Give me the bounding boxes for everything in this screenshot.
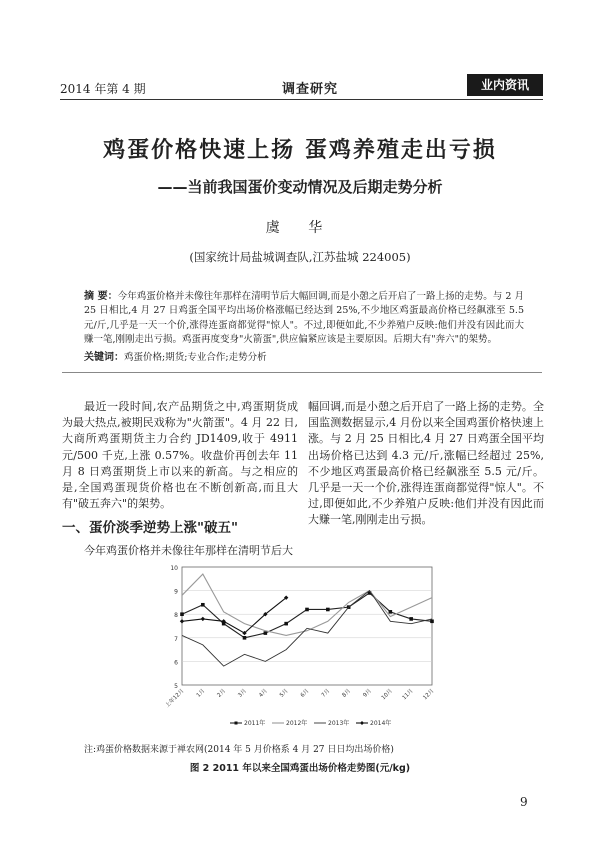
header-divider (60, 99, 543, 100)
legend-label: 2011年 (244, 720, 266, 728)
figure-note: 注:鸡蛋价格数据来源于禅农网(2014 年 5 月价格系 4 月 27 日日均出场价格) (84, 745, 394, 755)
magazine-logo: 调查研究 (282, 82, 339, 97)
figure-caption: 图 2 2011 年以来全国鸡蛋出场价格走势图(元/kg) (189, 763, 411, 774)
legend-label: 2012年 (286, 720, 308, 728)
series-line-2013年 (182, 591, 432, 667)
data-point (180, 619, 184, 623)
body-column-left: 最近一段时间,农产品期货之中,鸡蛋期货成为最大热点,被期民戏称为"火箭蛋"。4 月 22 日,大商所鸡蛋期货主力合约 JD1409,收于 4911 元/500 千克,上涨 0.57%。收盘价再创去年 11 月 8 日鸡蛋期货上市以来的新高。与之相应的是,全国鸡蛋现货价格也在不断创新高,而且大有"破五奔六"的架势。 (62, 400, 298, 511)
x-tick-label: 10月 (380, 688, 394, 702)
keywords (84, 348, 524, 363)
abstract (84, 290, 524, 348)
data-point (389, 610, 393, 614)
article-title: 鸡蛋价格快速上扬 蛋鸡养殖走出亏损 (103, 138, 497, 163)
affiliation: (国家统计局盐城调查队,江苏盐城 224005) (189, 250, 411, 264)
abstract-text: 今年鸡蛋价格并未像往年那样在清明节后大幅回调,而是小憩之后开启了一路上扬的走势。与 2 月 25 日相比,4 月 27 日鸡蛋全国平均出场价格涨幅已经达到 25%,不少地区鸡蛋最高价格已经飙涨至 5.5 元/斤,几乎是一天一个价,涨得连蛋商都觉得"惊人"。不过,即便如此,不少养殖户反映:他们并没有因此而大赚一笔,刚刚走出亏损。鸡蛋再度变身"火箭蛋",供应偏紧应该是主要原因。后期大有"奔六"的架势。 (84, 291, 525, 346)
x-tick-label: 5月 (278, 688, 290, 699)
section-tag: 业内资讯 (467, 74, 543, 96)
x-tick-label: 8月 (341, 688, 353, 699)
keywords-label: 关键词： (84, 352, 124, 363)
x-tick-label: 上年12月 (164, 688, 186, 710)
x-tick-label: 3月 (237, 688, 248, 699)
abstract-divider (62, 372, 542, 373)
x-tick-label: 1月 (195, 688, 207, 699)
data-point (305, 608, 309, 612)
article-subtitle: ——当前我国蛋价变动情况及后期走势分析 (157, 178, 443, 196)
data-point (284, 622, 288, 626)
x-tick-label: 9月 (362, 688, 373, 699)
x-tick-label: 7月 (320, 688, 332, 699)
series-line-2014年 (182, 598, 286, 633)
page-number: 9 (520, 795, 528, 809)
y-tick-label: 5 (174, 683, 178, 690)
data-point (264, 631, 268, 635)
y-tick-label: 10 (170, 565, 178, 572)
issue-label: 2014 年第 4 期 (60, 82, 146, 96)
y-tick-label: 6 (174, 659, 178, 667)
section-body: 今年鸡蛋价格并未像往年那样在清明节后大 (84, 544, 293, 557)
x-tick-label: 4月 (258, 688, 269, 699)
data-point (201, 603, 205, 607)
x-tick-label: 6月 (299, 688, 311, 699)
series-line-2012年 (182, 574, 432, 635)
data-point (409, 617, 413, 621)
data-point (243, 636, 247, 640)
x-tick-label: 11月 (401, 688, 415, 702)
y-tick-label: 8 (174, 612, 178, 620)
plot-frame (182, 567, 432, 685)
legend-marker (360, 721, 364, 725)
data-point (201, 617, 205, 621)
data-point (180, 612, 184, 616)
body-column-right: 幅回调,而是小憩之后开启了一路上扬的走势。全国监测数据显示,4 月份以来全国鸡蛋价格快速上涨。与 2 月 25 日相比,4 月 27 日鸡蛋全国平均出场价格已达到 4.3 元/斤,涨幅已经超过 25%,不少地区鸡蛋最高价格已经飙涨至 5.5 元/斤。几乎是一天一个价,涨得连蛋商都觉得"惊人"。不过,即便如此,不少养殖户反映:他们并没有因此而大赚一笔,刚刚走出亏损。 (308, 400, 544, 527)
y-tick-label: 7 (174, 635, 178, 643)
y-tick-label: 9 (174, 588, 178, 596)
data-point (430, 619, 434, 623)
legend-label: 2013年 (328, 720, 350, 728)
x-tick-label: 12月 (422, 688, 436, 702)
price-chart-svg (160, 561, 440, 739)
legend-label: 2014年 (370, 720, 392, 728)
legend-marker (235, 722, 238, 725)
data-point (326, 608, 330, 612)
section-heading: 一、蛋价淡季逆势上涨"破五" (62, 520, 239, 536)
price-chart (160, 561, 440, 743)
x-tick-label: 2月 (216, 688, 228, 699)
keywords-text: 鸡蛋价格;期货;专业合作;走势分析 (124, 352, 267, 363)
author: 虞 华 (265, 220, 335, 236)
abstract-label: 摘 要： (84, 291, 118, 302)
